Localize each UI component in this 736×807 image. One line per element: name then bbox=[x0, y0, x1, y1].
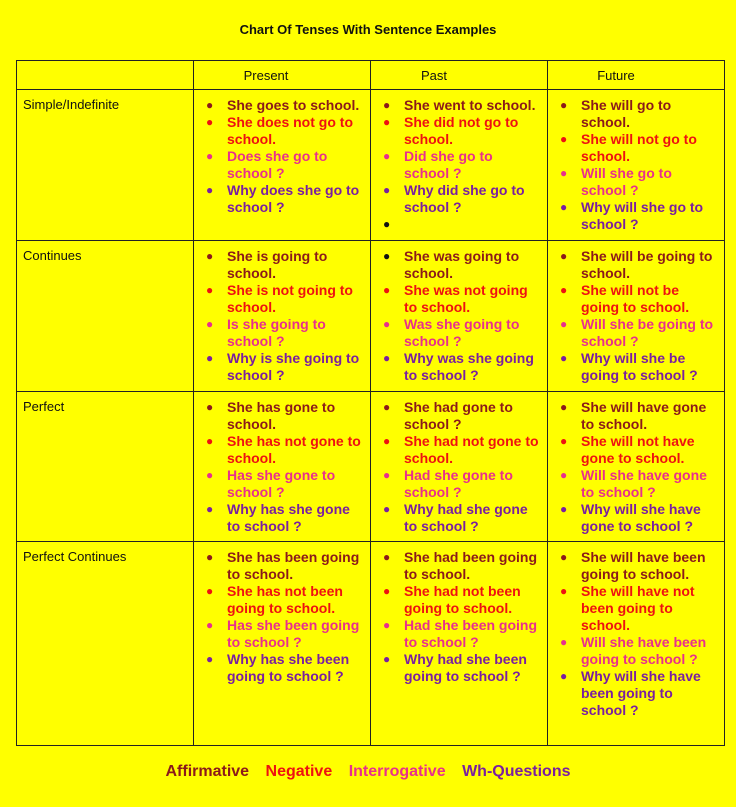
bullet-icon: ● bbox=[560, 400, 568, 414]
cell-present bbox=[194, 90, 371, 241]
sentence-affirmative bbox=[558, 399, 718, 433]
sentence-wh bbox=[204, 350, 364, 384]
cell-present bbox=[194, 392, 371, 542]
sentence-text: Will she go to school ? bbox=[581, 165, 672, 198]
bullet-icon: ● bbox=[206, 351, 214, 365]
bullet-icon: ● bbox=[560, 132, 568, 146]
table-row bbox=[17, 542, 725, 746]
color-legend bbox=[0, 763, 736, 781]
bullet-icon: ● bbox=[560, 200, 568, 214]
sentence-text: She will not go to school. bbox=[581, 131, 697, 164]
bullet-icon: ● bbox=[206, 283, 214, 297]
sentence-text: She will not have gone to school. bbox=[581, 433, 695, 466]
sentence-negative bbox=[381, 583, 541, 617]
sentence-interrogative bbox=[381, 467, 541, 501]
bullet-icon: ● bbox=[206, 317, 214, 331]
header-empty-cell bbox=[17, 61, 194, 90]
sentence-affirmative bbox=[381, 97, 541, 114]
bullet-icon: ● bbox=[560, 669, 568, 683]
sentence-list bbox=[194, 241, 370, 384]
sentence-interrogative bbox=[558, 316, 718, 350]
bullet-icon: ● bbox=[383, 550, 391, 564]
bullet-icon: ● bbox=[383, 149, 391, 163]
bullet-icon: ● bbox=[383, 351, 391, 365]
sentence-wh bbox=[558, 668, 718, 719]
bullet-icon: ● bbox=[383, 183, 391, 197]
sentence-text: Will she be going to school ? bbox=[581, 316, 714, 349]
bullet-icon: ● bbox=[206, 502, 214, 516]
bullet-icon: ● bbox=[206, 618, 214, 632]
bullet-icon: ● bbox=[560, 502, 568, 516]
sentence-text: Why will she have been going to school ? bbox=[581, 668, 701, 718]
sentence-text: She will have been going to school. bbox=[581, 549, 706, 582]
sentence-list bbox=[548, 241, 724, 384]
sentence-text: Had she gone to school ? bbox=[404, 467, 513, 500]
sentence-text: She had gone to school ? bbox=[404, 399, 513, 432]
bullet-icon: ● bbox=[560, 249, 568, 263]
sentence-wh bbox=[204, 651, 364, 685]
sentence-negative bbox=[558, 131, 718, 165]
header-row bbox=[17, 61, 725, 90]
sentence-text: She had been going to school. bbox=[404, 549, 538, 582]
bullet-icon: ● bbox=[383, 217, 391, 231]
sentence-interrogative bbox=[204, 148, 364, 182]
bullet-icon: ● bbox=[206, 249, 214, 263]
sentence-affirmative bbox=[558, 97, 718, 131]
sentence-negative bbox=[558, 433, 718, 467]
table-row bbox=[17, 90, 725, 241]
sentence-negative bbox=[204, 282, 364, 316]
sentence-text: She will not be going to school. bbox=[581, 282, 690, 315]
bullet-icon: ● bbox=[383, 502, 391, 516]
header-past: Past bbox=[371, 61, 548, 90]
sentence-text: Why does she go to school ? bbox=[227, 182, 360, 215]
sentence-wh bbox=[204, 501, 364, 535]
sentence-negative bbox=[204, 583, 364, 617]
bullet-icon: ● bbox=[560, 635, 568, 649]
sentence-interrogative bbox=[381, 617, 541, 651]
sentence-text: Will she have been going to school ? bbox=[581, 634, 707, 667]
sentence-text: She has been going to school. bbox=[227, 549, 360, 582]
sentence-text: She did not go to school. bbox=[404, 114, 519, 147]
sentence-affirmative bbox=[558, 549, 718, 583]
sentence-list bbox=[371, 542, 547, 685]
sentence-interrogative bbox=[204, 617, 364, 651]
sentence-text: Is she going to school ? bbox=[227, 316, 326, 349]
sentence-text: Why did she go to school ? bbox=[404, 182, 525, 215]
sentence-text: She has gone to school. bbox=[227, 399, 336, 432]
sentence-wh bbox=[381, 651, 541, 685]
bullet-icon: ● bbox=[206, 400, 214, 414]
sentence-text: She had not been going to school. bbox=[404, 583, 521, 616]
sentence-interrogative bbox=[381, 316, 541, 350]
sentence-text: She will have gone to school. bbox=[581, 399, 707, 432]
sentence-affirmative bbox=[558, 248, 718, 282]
sentence-text: Why had she been going to school ? bbox=[404, 651, 527, 684]
sentence-text: Was she going to school ? bbox=[404, 316, 520, 349]
sentence-text: Has she gone to school ? bbox=[227, 467, 336, 500]
sentence-text: Did she go to school ? bbox=[404, 148, 493, 181]
cell-past bbox=[371, 241, 548, 392]
sentence-affirmative bbox=[204, 399, 364, 433]
header-present: Present bbox=[194, 61, 371, 90]
cell-future bbox=[548, 392, 725, 542]
bullet-icon: ● bbox=[206, 550, 214, 564]
cell-past bbox=[371, 90, 548, 241]
bullet-icon: ● bbox=[383, 434, 391, 448]
sentence-text: She does not go to school. bbox=[227, 114, 353, 147]
sentence-affirmative bbox=[204, 248, 364, 282]
sentence-list bbox=[548, 542, 724, 719]
sentence-affirmative bbox=[381, 549, 541, 583]
sentence-text: She is going to school. bbox=[227, 248, 328, 281]
sentence-list bbox=[371, 90, 547, 231]
tenses-table bbox=[16, 60, 725, 746]
sentence-text: Why has she gone to school ? bbox=[227, 501, 350, 534]
row-label: Perfect Continues bbox=[17, 542, 194, 746]
sentence-text: She has not gone to school. bbox=[227, 433, 361, 466]
sentence-text: Why was she going to school ? bbox=[404, 350, 534, 383]
header-future: Future bbox=[548, 61, 725, 90]
table-body bbox=[17, 90, 725, 746]
cell-future bbox=[548, 90, 725, 241]
bullet-icon: ● bbox=[560, 283, 568, 297]
cell-past bbox=[371, 392, 548, 542]
sentence-wh bbox=[558, 350, 718, 384]
sentence-affirmative bbox=[381, 248, 541, 282]
cell-future bbox=[548, 241, 725, 392]
bullet-icon: ● bbox=[560, 317, 568, 331]
sentence-list bbox=[194, 392, 370, 535]
sentence-text: Why will she be going to school ? bbox=[581, 350, 698, 383]
sentence-affirmative bbox=[204, 549, 364, 583]
sentence-wh bbox=[204, 182, 364, 216]
bullet-icon: ● bbox=[560, 351, 568, 365]
sentence-wh bbox=[381, 350, 541, 384]
bullet-icon: ● bbox=[560, 98, 568, 112]
bullet-icon: ● bbox=[383, 98, 391, 112]
sentence-text: She will be going to school. bbox=[581, 248, 713, 281]
row-label: Continues bbox=[17, 241, 194, 392]
sentence-negative bbox=[381, 282, 541, 316]
sentence-interrogative bbox=[381, 148, 541, 182]
table-row bbox=[17, 392, 725, 542]
sentence-interrogative bbox=[558, 467, 718, 501]
sentence-list bbox=[194, 542, 370, 685]
bullet-icon: ● bbox=[206, 183, 214, 197]
sentence-text: She had not gone to school. bbox=[404, 433, 539, 466]
sentence-text: Has she been going to school ? bbox=[227, 617, 360, 650]
sentence-text: Had she been going to school ? bbox=[404, 617, 538, 650]
sentence-interrogative bbox=[558, 634, 718, 668]
sentence-text: Why will she go to school ? bbox=[581, 199, 704, 232]
sentence-text: Why had she gone to school ? bbox=[404, 501, 528, 534]
sentence-wh bbox=[381, 182, 541, 216]
sentence-text: She will have not been going to school. bbox=[581, 583, 695, 633]
sentence-list bbox=[371, 392, 547, 535]
bullet-icon: ● bbox=[383, 283, 391, 297]
cell-future bbox=[548, 542, 725, 746]
bullet-icon: ● bbox=[560, 550, 568, 564]
bullet-icon: ● bbox=[560, 584, 568, 598]
sentence-negative bbox=[381, 114, 541, 148]
sentence-negative bbox=[204, 114, 364, 148]
sentence-negative bbox=[558, 583, 718, 634]
sentence-interrogative bbox=[204, 467, 364, 501]
bullet-icon: ● bbox=[383, 249, 391, 263]
bullet-icon: ● bbox=[560, 166, 568, 180]
sentence-interrogative bbox=[204, 316, 364, 350]
sentence-text: She will go to school. bbox=[581, 97, 672, 130]
table-row bbox=[17, 241, 725, 392]
bullet-icon: ● bbox=[383, 618, 391, 632]
legend-interrogative: Interrogative bbox=[348, 763, 446, 780]
sentence-text: She has not been going to school. bbox=[227, 583, 343, 616]
sentence-list bbox=[548, 392, 724, 535]
bullet-icon: ● bbox=[383, 652, 391, 666]
bullet-icon: ● bbox=[383, 115, 391, 129]
sentence-negative bbox=[558, 282, 718, 316]
cell-past bbox=[371, 542, 548, 746]
sentence-negative bbox=[381, 433, 541, 467]
bullet-icon: ● bbox=[206, 434, 214, 448]
sentence-text: Why is she going to school ? bbox=[227, 350, 360, 383]
sentence-affirmative bbox=[204, 97, 364, 114]
bullet-icon: ● bbox=[383, 317, 391, 331]
bullet-icon: ● bbox=[560, 468, 568, 482]
sentence-text: Why will she have gone to school ? bbox=[581, 501, 701, 534]
sentence-wh bbox=[558, 199, 718, 233]
chart-title: Chart Of Tenses With Sentence Examples bbox=[239, 22, 497, 37]
sentence-text: She went to school. bbox=[404, 97, 536, 113]
sentence-list bbox=[371, 241, 547, 384]
sentence-list bbox=[548, 90, 724, 233]
cell-present bbox=[194, 542, 371, 746]
bullet-icon: ● bbox=[206, 98, 214, 112]
sentence-negative bbox=[204, 433, 364, 467]
sentence-text: She was not going to school. bbox=[404, 282, 528, 315]
row-label: Perfect bbox=[17, 392, 194, 542]
bullet-icon: ● bbox=[206, 149, 214, 163]
sentence-affirmative bbox=[381, 399, 541, 433]
sentence-text: She goes to school. bbox=[227, 97, 360, 113]
bullet-icon: ● bbox=[206, 652, 214, 666]
cell-present bbox=[194, 241, 371, 392]
sentence-text: Will she have gone to school ? bbox=[581, 467, 707, 500]
legend-negative: Negative bbox=[265, 763, 333, 780]
bullet-icon: ● bbox=[383, 400, 391, 414]
sentence-text: She was going to school. bbox=[404, 248, 520, 281]
bullet-icon: ● bbox=[206, 468, 214, 482]
sentence-text: Why has she been going to school ? bbox=[227, 651, 350, 684]
row-label: Simple/Indefinite bbox=[17, 90, 194, 241]
bullet-icon: ● bbox=[383, 584, 391, 598]
bullet-icon: ● bbox=[560, 434, 568, 448]
sentence-list bbox=[194, 90, 370, 216]
bullet-icon: ● bbox=[206, 584, 214, 598]
sentence-wh bbox=[558, 501, 718, 535]
legend-affirmative: Affirmative bbox=[165, 763, 250, 780]
sentence-interrogative bbox=[558, 165, 718, 199]
sentence-wh bbox=[381, 501, 541, 535]
bullet-icon: ● bbox=[383, 468, 391, 482]
legend-wh-questions: Wh-Questions bbox=[462, 763, 571, 780]
bullet-icon: ● bbox=[206, 115, 214, 129]
sentence-text: She is not going to school. bbox=[227, 282, 353, 315]
sentence-text: Does she go to school ? bbox=[227, 148, 328, 181]
